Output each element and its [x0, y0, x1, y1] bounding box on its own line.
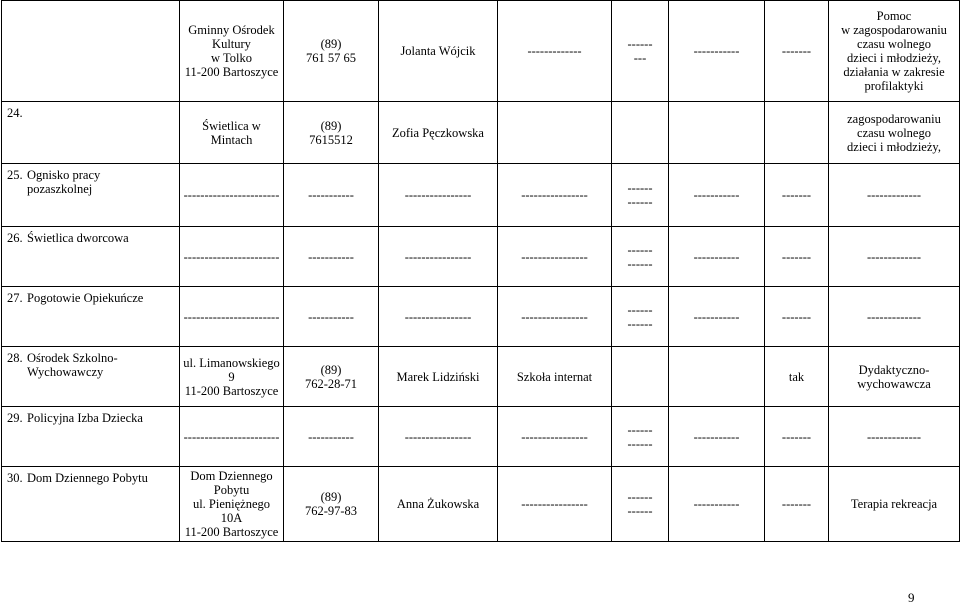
phone-cell: -----------	[284, 407, 379, 467]
table-row	[2, 227, 960, 287]
table-row	[2, 407, 960, 467]
col9-cell: -------	[765, 1, 829, 102]
activity-cell: -------------	[829, 227, 960, 287]
name-cell	[2, 227, 180, 287]
phone-cell: -----------	[284, 227, 379, 287]
address-cell: -----------------------	[180, 287, 284, 347]
col7-cell: ------ ------	[612, 227, 669, 287]
phone-cell: (89) 762-97-83	[284, 467, 379, 542]
table-row	[2, 164, 960, 227]
col9-cell: -------	[765, 164, 829, 227]
activity-cell: -------------	[829, 287, 960, 347]
col9-cell: -------	[765, 287, 829, 347]
col9-cell: tak	[765, 347, 829, 407]
name-cell	[2, 407, 180, 467]
row-number: 29.	[7, 411, 23, 425]
col7-cell: ------ ------	[612, 407, 669, 467]
director-cell: ----------------	[379, 164, 498, 227]
name-cell	[2, 467, 180, 542]
row-number: 25.	[7, 168, 23, 182]
page-number: 9	[908, 590, 915, 605]
institution-name: Dom Dziennego Pobytu	[27, 471, 148, 485]
type-cell: ----------------	[498, 407, 612, 467]
col7-cell: ------ ------	[612, 467, 669, 542]
col9-cell: -------	[765, 467, 829, 542]
institution-name: Pogotowie Opiekuńcze	[27, 291, 144, 305]
type-cell: ----------------	[498, 164, 612, 227]
table-row	[2, 102, 960, 164]
activity-cell: -------------	[829, 164, 960, 227]
activity-cell: Pomoc w zagospodarowaniu czasu wolnego dzieci i młodzieży, działania w zakresie profilaktyki	[829, 1, 960, 102]
table-row	[2, 347, 960, 407]
type-cell	[498, 102, 612, 164]
table-row	[2, 287, 960, 347]
phone-cell: -----------	[284, 164, 379, 227]
table-row	[2, 467, 960, 542]
col9-cell: -------	[765, 227, 829, 287]
name-cell	[2, 287, 180, 347]
col7-cell: ------ ------	[612, 287, 669, 347]
director-cell: ----------------	[379, 227, 498, 287]
col9-cell: -------	[765, 407, 829, 467]
address-cell: -----------------------	[180, 407, 284, 467]
institution-name: Ognisko pracy pozaszkolnej	[27, 168, 101, 196]
address-cell: Gminny Ośrodek Kultury w Tolko 11-200 Bartoszyce	[180, 1, 284, 102]
director-cell: ----------------	[379, 287, 498, 347]
director-cell: Anna Żukowska	[379, 467, 498, 542]
col8-cell: -----------	[669, 1, 765, 102]
director-cell: Jolanta Wójcik	[379, 1, 498, 102]
institution-name: Świetlica dworcowa	[27, 231, 129, 245]
institutions-table	[1, 0, 960, 542]
activity-cell: -------------	[829, 407, 960, 467]
name-cell	[2, 347, 180, 407]
col8-cell: -----------	[669, 164, 765, 227]
director-cell: Zofia Pęczkowska	[379, 102, 498, 164]
address-cell: Świetlica w Mintach	[180, 102, 284, 164]
col8-cell: -----------	[669, 287, 765, 347]
institution-name: Ośrodek Szkolno- Wychowawczy	[27, 351, 118, 379]
address-cell: Dom Dziennego Pobytu ul. Pieniężnego 10A 11-200 Bartoszyce	[180, 467, 284, 542]
row-number: 28.	[7, 351, 23, 365]
col9-cell	[765, 102, 829, 164]
address-cell: -----------------------	[180, 227, 284, 287]
type-cell: Szkoła internat	[498, 347, 612, 407]
col8-cell	[669, 347, 765, 407]
col7-cell: ------ ---	[612, 1, 669, 102]
type-cell: ----------------	[498, 287, 612, 347]
col8-cell	[669, 102, 765, 164]
director-cell: Marek Lidziński	[379, 347, 498, 407]
col7-cell	[612, 102, 669, 164]
type-cell: ----------------	[498, 227, 612, 287]
name-cell	[2, 102, 180, 164]
address-cell: ul. Limanowskiego 9 11-200 Bartoszyce	[180, 347, 284, 407]
row-number: 26.	[7, 231, 23, 245]
col8-cell: -----------	[669, 227, 765, 287]
col8-cell: -----------	[669, 467, 765, 542]
row-number: 27.	[7, 291, 23, 305]
name-cell	[2, 164, 180, 227]
activity-cell: Dydaktyczno- wychowawcza	[829, 347, 960, 407]
phone-cell: (89) 7615512	[284, 102, 379, 164]
activity-cell: Terapia rekreacja	[829, 467, 960, 542]
type-cell: -------------	[498, 1, 612, 102]
table-row	[2, 1, 960, 102]
col8-cell: -----------	[669, 407, 765, 467]
director-cell: ----------------	[379, 407, 498, 467]
institution-name: Policyjna Izba Dziecka	[27, 411, 143, 425]
col7-cell	[612, 347, 669, 407]
phone-cell: (89) 761 57 65	[284, 1, 379, 102]
type-cell: ----------------	[498, 467, 612, 542]
phone-cell: (89) 762-28-71	[284, 347, 379, 407]
col7-cell: ------ ------	[612, 164, 669, 227]
row-number: 30.	[7, 471, 23, 485]
activity-cell: zagospodarowaniu czasu wolnego dzieci i młodzieży,	[829, 102, 960, 164]
address-cell: -----------------------	[180, 164, 284, 227]
row-number: 24.	[7, 106, 23, 120]
phone-cell: -----------	[284, 287, 379, 347]
name-cell	[2, 1, 180, 102]
